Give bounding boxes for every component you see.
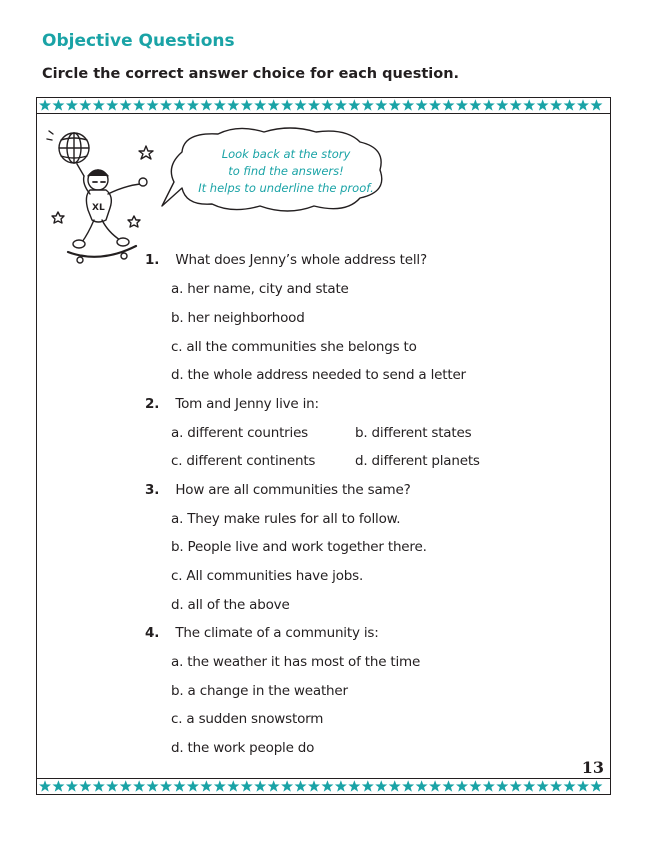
star-icon: [281, 780, 293, 791]
star-icon: [564, 780, 576, 791]
page-number: 13: [581, 758, 604, 777]
star-icon: [308, 99, 320, 110]
star-icon: [227, 99, 239, 110]
star-icon: [523, 99, 535, 110]
svg-text:XL: XL: [92, 203, 105, 213]
star-icon: [93, 780, 105, 791]
question-4: [145, 625, 379, 641]
answer-choice[interactable]: c. different continents: [171, 453, 316, 469]
star-icon: [281, 99, 293, 110]
star-icon: [66, 99, 78, 110]
question-text: Tom and Jenny live in:: [175, 396, 319, 412]
star-icon: [429, 99, 441, 110]
star-border-top: [36, 97, 611, 114]
bubble-hint-text: [186, 146, 386, 197]
star-icon: [362, 99, 374, 110]
star-icon: [456, 780, 468, 791]
star-icon: [39, 99, 51, 110]
star-icon: [254, 99, 266, 110]
answer-choice[interactable]: c. all the communities she belongs to: [171, 339, 417, 355]
star-icon: [308, 780, 320, 791]
star-icon: [295, 99, 307, 110]
star-icon: [510, 99, 522, 110]
star-icon: [295, 780, 307, 791]
star-icon: [375, 780, 387, 791]
star-icon: [268, 99, 280, 110]
star-icon: [590, 99, 602, 110]
star-icon: [200, 99, 212, 110]
star-icon: [120, 780, 132, 791]
star-icon: [469, 99, 481, 110]
star-icon: [160, 99, 172, 110]
star-row-bottom: [37, 779, 611, 794]
answer-choice[interactable]: a. the weather it has most of the time: [171, 654, 421, 670]
star-icon: [241, 780, 253, 791]
star-icon: [416, 99, 428, 110]
star-icon: [214, 780, 226, 791]
star-icon: [389, 99, 401, 110]
star-icon: [321, 99, 333, 110]
star-icon: [577, 780, 589, 791]
star-icon: [577, 99, 589, 110]
question-number: 3.: [145, 482, 160, 498]
bubble-line: It helps to underline the proof.: [198, 181, 374, 195]
star-icon: [254, 780, 266, 791]
star-icon: [590, 780, 602, 791]
question-text: The climate of a community is:: [175, 625, 379, 641]
star-icon: [160, 780, 172, 791]
star-icon: [564, 99, 576, 110]
star-icon: [174, 780, 186, 791]
question-number: 2.: [145, 396, 160, 412]
star-icon: [469, 780, 481, 791]
star-icon: [79, 780, 91, 791]
star-icon: [483, 780, 495, 791]
star-icon: [147, 780, 159, 791]
star-icon: [375, 99, 387, 110]
star-icon: [402, 780, 414, 791]
answer-choice[interactable]: a. They make rules for all to follow.: [171, 511, 401, 527]
question-2: [145, 396, 319, 412]
star-border-bottom: [36, 778, 611, 795]
star-icon: [227, 780, 239, 791]
star-icon: [187, 99, 199, 110]
star-icon: [79, 99, 91, 110]
section-heading: Objective Questions: [42, 31, 235, 51]
star-icon: [200, 780, 212, 791]
star-icon: [389, 780, 401, 791]
star-icon: [443, 99, 455, 110]
bubble-line: Look back at the story: [221, 147, 351, 161]
star-icon: [120, 99, 132, 110]
answer-choice[interactable]: b. different states: [355, 425, 472, 441]
star-icon: [335, 780, 347, 791]
answer-choice[interactable]: c. a sudden snowstorm: [171, 711, 324, 727]
star-icon: [214, 99, 226, 110]
star-icon: [268, 780, 280, 791]
star-icon: [510, 780, 522, 791]
answer-choice[interactable]: b. her neighborhood: [171, 310, 305, 326]
answer-choice[interactable]: d. the work people do: [171, 740, 315, 756]
answer-choice[interactable]: b. People live and work together there.: [171, 539, 427, 555]
star-icon: [550, 780, 562, 791]
star-icon: [52, 780, 64, 791]
star-icon: [496, 780, 508, 791]
answer-choice[interactable]: d. different planets: [355, 453, 480, 469]
star-icon: [537, 99, 549, 110]
answer-choice[interactable]: c. All communities have jobs.: [171, 568, 364, 584]
star-icon: [39, 780, 51, 791]
star-icon: [187, 780, 199, 791]
star-icon: [523, 780, 535, 791]
star-icon: [174, 99, 186, 110]
answer-choice[interactable]: b. a change in the weather: [171, 683, 348, 699]
star-icon: [335, 99, 347, 110]
question-text: How are all communities the same?: [175, 482, 411, 498]
star-icon: [429, 780, 441, 791]
star-icon: [133, 780, 145, 791]
question-number: 4.: [145, 625, 160, 641]
star-icon: [443, 780, 455, 791]
star-icon: [106, 99, 118, 110]
answer-choice[interactable]: a. her name, city and state: [171, 281, 349, 297]
question-3: [145, 482, 411, 498]
question-1: [145, 252, 427, 268]
star-icon: [66, 780, 78, 791]
answer-choice[interactable]: d. all of the above: [171, 597, 290, 613]
star-icon: [348, 780, 360, 791]
bubble-line: to find the answers!: [228, 164, 344, 178]
star-icon: [537, 780, 549, 791]
star-icon: [241, 99, 253, 110]
star-icon: [133, 99, 145, 110]
star-icon: [402, 99, 414, 110]
star-icon: [348, 99, 360, 110]
star-icon: [483, 99, 495, 110]
question-text: What does Jenny’s whole address tell?: [175, 252, 427, 268]
answer-choice[interactable]: a. different countries: [171, 425, 309, 441]
star-icon: [93, 99, 105, 110]
star-icon: [147, 99, 159, 110]
star-icon: [416, 780, 428, 791]
star-icon: [321, 780, 333, 791]
star-row-top: [37, 98, 611, 113]
star-icon: [362, 780, 374, 791]
answer-choice[interactable]: d. the whole address needed to send a letter: [171, 367, 466, 383]
star-icon: [456, 99, 468, 110]
question-number: 1.: [145, 252, 160, 268]
star-icon: [106, 780, 118, 791]
star-icon: [550, 99, 562, 110]
star-icon: [496, 99, 508, 110]
star-icon: [52, 99, 64, 110]
instructions: Circle the correct answer choice for each question.: [42, 66, 460, 82]
